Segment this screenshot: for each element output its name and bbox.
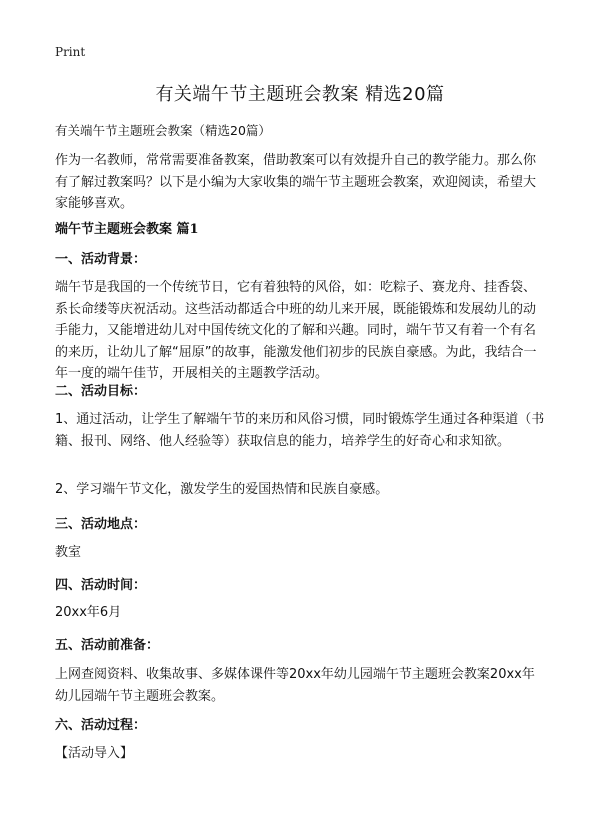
article-heading: 端午节主题班会教案 篇1	[55, 222, 199, 237]
section-heading-goals: 二、活动目标：	[55, 384, 147, 399]
intro-paragraph: 作为一名教师，常常需要准备教案，借助教案可以有效提升自己的教学能力。那么你有了解过教案吗？以下是小编为大家收集的端午节主题班会教案，欢迎阅读，希望大家能够喜欢。	[55, 153, 537, 211]
section-heading-location: 三、活动地点：	[55, 517, 147, 532]
section-heading-preparation: 五、活动前准备：	[55, 638, 160, 653]
preparation-text: 上网查阅资料、收集故事、多媒体课件等20xx年幼儿园端午节主题班会教案20xx年幼儿园端午节主题班会教案。	[55, 667, 535, 704]
section-heading-time: 四、活动时间：	[55, 578, 147, 593]
section-heading-background: 一、活动背景：	[55, 252, 147, 267]
document-title: 有关端午节主题班会教案 精选20篇	[155, 84, 445, 105]
location-text: 教室	[55, 545, 82, 560]
goal-item-1: 1、通过活动，让学生了解端午节的来历和风俗习惯，同时锻炼学生通过各种渠道（书籍、报刊、网络、他人经验等）获取信息的能力，培养学生的好奇心和求知欲。	[55, 412, 545, 449]
document-subtitle: 有关端午节主题班会教案（精选20篇）	[55, 123, 271, 138]
print-link[interactable]: Print	[55, 45, 86, 59]
process-subheading: 【活动导入】	[55, 746, 134, 761]
goal-item-2: 2、学习端午节文化，激发学生的爱国热情和民族自豪感。	[55, 482, 389, 497]
background-paragraph: 端午节是我国的一个传统节日，它有着独特的风俗，如：吃粽子、赛龙舟、挂香袋、系长命缕等庆祝活动。这些活动都适合中班的幼儿来开展，既能锻炼和发展幼儿的动手能力，又能增进幼儿对中国传统文化的了解和兴趣。同时，端午节又有着一个有名的来历，让幼儿了解“屈原”的故事，能激发他们初步的民族自豪感。为此，我结合一年一度的端午佳节，开展相关的主题教学活动。	[55, 280, 537, 381]
section-heading-process: 六、活动过程：	[55, 718, 147, 733]
time-text: 20xx年6月	[55, 605, 122, 620]
